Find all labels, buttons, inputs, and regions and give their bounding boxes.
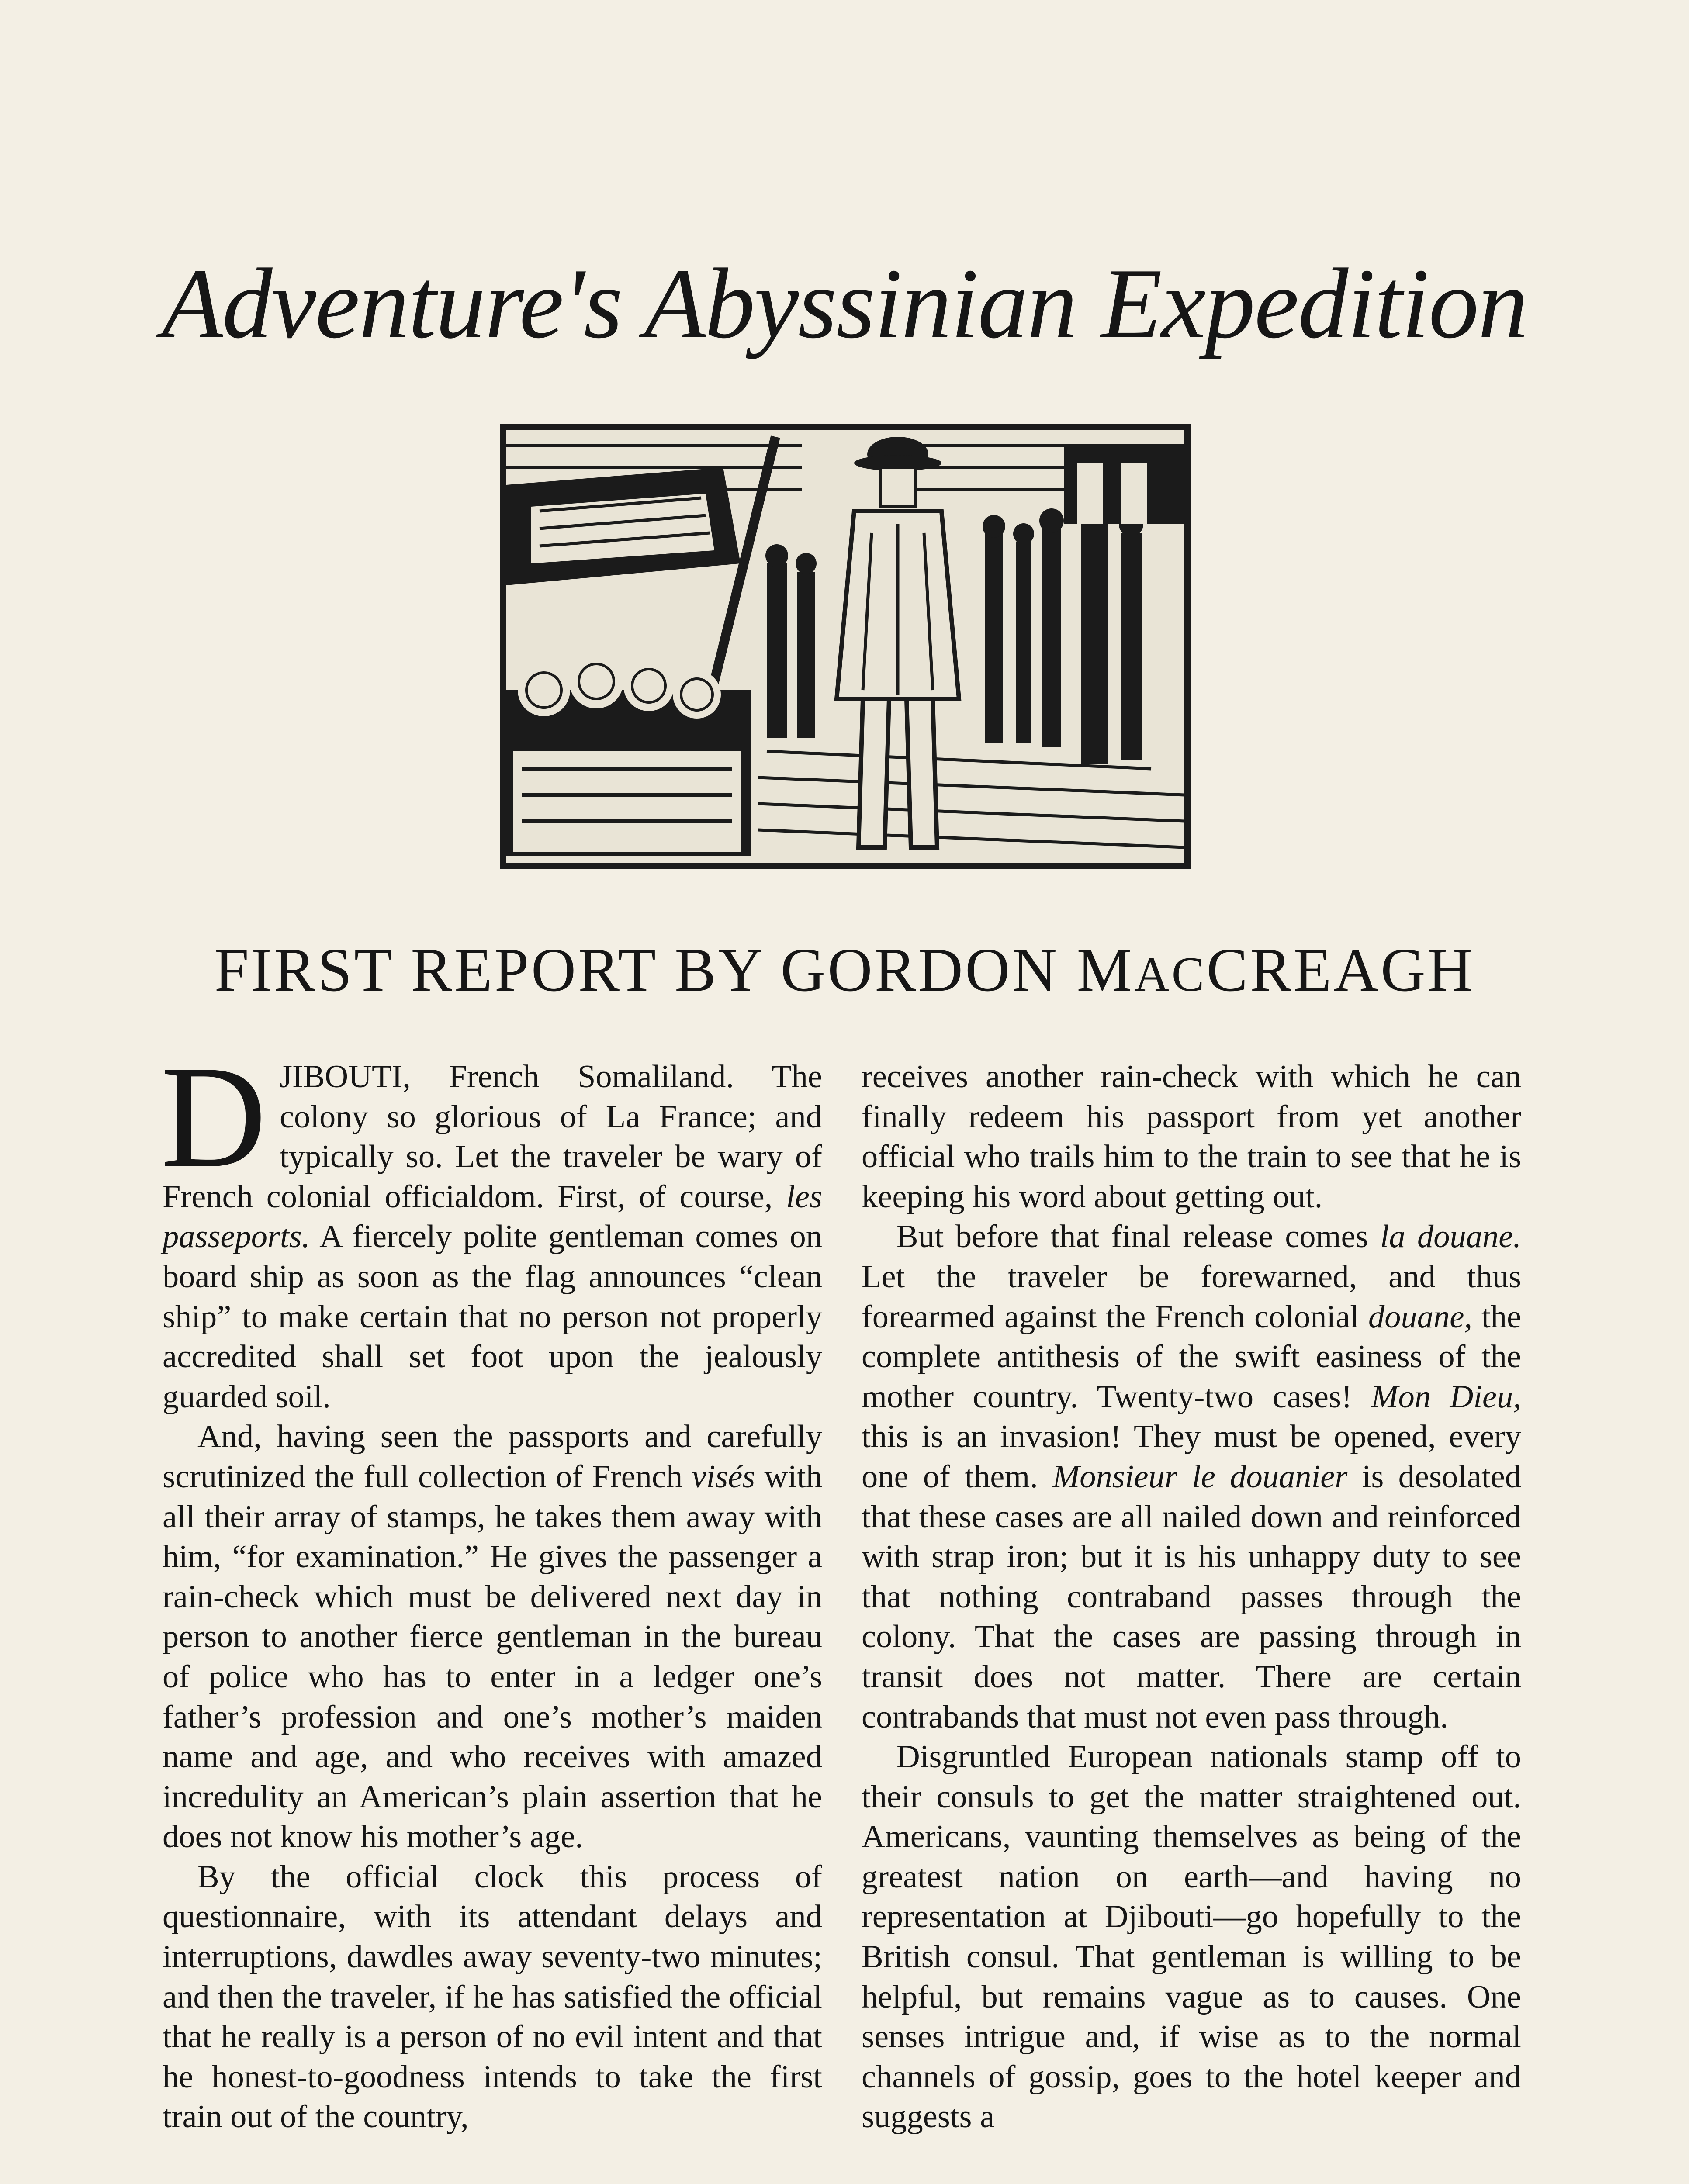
- paragraph: [161, 1036, 822, 1417]
- byline-main: FIRST REPORT BY GORDON M: [214, 935, 1134, 1004]
- paragraph-text: the complete antithesis of the swift easiness of the mother country. Twenty-two cases!: [862, 1299, 1522, 1415]
- italic-text: les passeports.: [163, 1178, 822, 1255]
- left-column: [161, 1036, 823, 2137]
- paragraph: By the official clock this process of questionnaire, with its attendant delays and interruptions, dawdles away seventy-two minutes; and then the traveler, if he has satisfied the official that he really is a person of no evil intent and that he honest-to-goodness intends to take the first train out of the country,: [163, 1859, 822, 2135]
- paragraph-text: A fiercely polite gentleman comes on board ship as soon as the flag announces “clean ship” to make certain that no person not properly accredited shall set foot upon the jealously guarded soil.: [163, 1219, 822, 1415]
- paragraph-text: But before that final release comes: [896, 1219, 1380, 1255]
- paragraph: [163, 1417, 822, 1857]
- paragraph: [862, 1217, 1521, 1737]
- paragraph-text: Let the traveler be forewarned, and thus forearmed against the French colonial: [862, 1258, 1521, 1335]
- byline-smallcaps: AC: [1134, 947, 1207, 1002]
- article-byline: [0, 930, 1689, 1014]
- paragraph-text: And, having seen the passports and carefully scrutinized the full collection of French: [163, 1419, 822, 1495]
- paragraph: receives another rain-check with which he can finally redeem his passport from yet another official who trails him to the train to see that he is keeping his word about getting out.: [862, 1059, 1521, 1215]
- italic-text: Monsieur le douanier: [1052, 1458, 1348, 1495]
- article-title: Adventure's Abyssinian Expedition: [162, 248, 1527, 359]
- right-column: [862, 1057, 1521, 2137]
- italic-text: visés: [692, 1458, 755, 1495]
- italic-text: Mon Dieu,: [1371, 1379, 1521, 1415]
- paragraph: Disgruntled European nationals stamp off to their consuls to get the matter straightened out. Americans, vaunting themselves as being of the greatest nation on earth—and having no representation at Djibouti—go hopefully to the British consul. That gentleman is willing to be helpful, but remains vague as to causes. One senses intrigue and, if wise as to the normal channels of gossip, goes to the hotel keeper and suggests a: [862, 1739, 1521, 2135]
- market-street-image: [496, 419, 1195, 891]
- paragraph-text: is desolated that these cases are all nailed down and reinforced with strap iron; but it is his unhappy duty to see that nothing contraband passes through the colony. That the cases are passing through in transit does not matter. There are certain contrabands that must not even pass through.: [862, 1458, 1521, 1735]
- paragraph-text: this is an invasion! They must be opened, every one of them.: [862, 1419, 1521, 1495]
- byline-end: CREAGH: [1206, 935, 1475, 1004]
- woodcut-illustration: [496, 419, 1195, 891]
- drop-cap: D: [161, 1036, 267, 1198]
- paragraph-text: JIBOUTI, French Somaliland. The colony so glorious of La France; and typically so. Let the traveler be wary of French colonial officialdom. First, of course,: [163, 1059, 822, 1215]
- italic-text: douane,: [1368, 1299, 1472, 1335]
- paragraph-text: with all their array of stamps, he takes them away with him, “for examination.” He gives the passenger a rain-check which must be delivered next day in person to another fierce gentleman in the bureau of police who has to enter in a ledger one’s father’s profession and one’s mother’s maiden name and age, and who receives with amazed incredulity an American’s plain assertion that he does not know his mother’s age.: [163, 1458, 823, 1855]
- italic-text: la douane.: [1380, 1219, 1522, 1255]
